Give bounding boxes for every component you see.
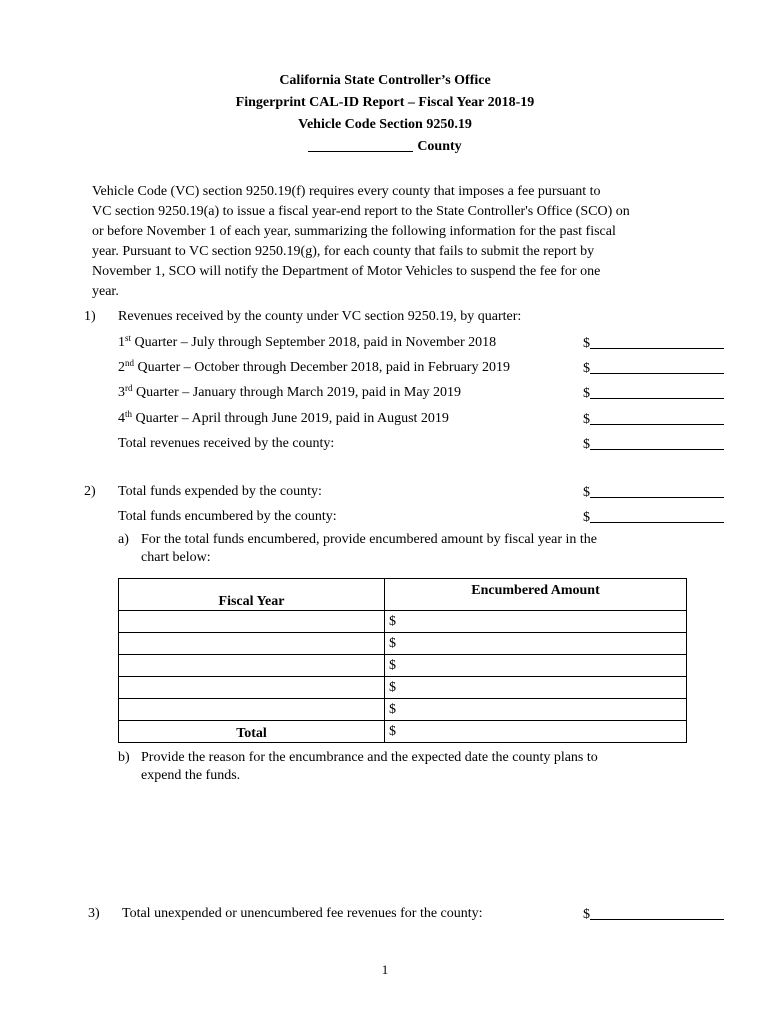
county-line bbox=[0, 136, 770, 158]
table-row bbox=[119, 677, 687, 699]
county-label: County bbox=[417, 139, 462, 154]
total-revenues-field[interactable]: $ bbox=[583, 435, 724, 454]
table-row bbox=[119, 655, 687, 677]
table-header-row bbox=[119, 579, 687, 611]
amount-cell[interactable]: $ bbox=[385, 611, 687, 633]
amount-cell[interactable]: $ bbox=[385, 699, 687, 721]
fiscal-year-cell[interactable] bbox=[119, 633, 385, 655]
item-a-marker: a) bbox=[118, 532, 129, 547]
report-title: Fingerprint CAL-ID Report – Fiscal Year 2018-19 bbox=[235, 95, 535, 110]
intro-line: year. Pursuant to VC section 9250.19(g), for each county that fails to submit the report by bbox=[92, 244, 595, 259]
total-label-cell: Total bbox=[119, 721, 385, 743]
quarter-4-label: 4th Quarter – April through June 2019, paid in August 2019 bbox=[118, 409, 449, 426]
amount-cell[interactable]: $ bbox=[385, 677, 687, 699]
funds-encumbered-label: Total funds encumbered by the county: bbox=[118, 509, 337, 524]
quarter-2-label: 2nd Quarter – October through December 2018, paid in February 2019 bbox=[118, 358, 510, 375]
amount-cell[interactable]: $ bbox=[385, 655, 687, 677]
item-a-text: For the total funds encumbered, provide encumbered amount by fiscal year in the bbox=[141, 532, 598, 547]
quarter-1-label: 1st Quarter – July through September 2018, paid in November 2018 bbox=[118, 333, 497, 350]
item-a-text-cont: chart below: bbox=[141, 550, 211, 565]
col-fiscal-year: Fiscal Year bbox=[119, 579, 385, 611]
quarter-3-label: 3rd Quarter – January through March 2019, paid in May 2019 bbox=[118, 383, 462, 400]
office-title: California State Controller’s Office bbox=[279, 73, 491, 88]
county-name-field[interactable] bbox=[308, 137, 413, 152]
col-encumbered-amount: Encumbered Amount bbox=[385, 579, 687, 611]
section-title: Vehicle Code Section 9250.19 bbox=[298, 117, 472, 132]
encumbered-amount-table bbox=[118, 578, 687, 743]
fiscal-year-cell[interactable] bbox=[119, 677, 385, 699]
fiscal-year-cell[interactable] bbox=[119, 699, 385, 721]
quarter-1-amount-field[interactable]: $ bbox=[583, 334, 724, 353]
intro-line: VC section 9250.19(a) to issue a fiscal year-end report to the State Controller's Office (SCO) on bbox=[92, 204, 630, 219]
quarter-4-amount-field[interactable]: $ bbox=[583, 410, 724, 429]
table-row bbox=[119, 611, 687, 633]
total-amount-cell[interactable]: $ bbox=[385, 721, 687, 743]
fiscal-year-cell[interactable] bbox=[119, 611, 385, 633]
item-b-text-cont: expend the funds. bbox=[141, 768, 241, 783]
quarter-2-amount-field[interactable]: $ bbox=[583, 359, 724, 378]
amount-cell[interactable]: $ bbox=[385, 633, 687, 655]
item-b-text: Provide the reason for the encumbrance and the expected date the county plans to bbox=[141, 750, 598, 765]
table-row bbox=[119, 699, 687, 721]
section-3-number: 3) bbox=[88, 906, 100, 921]
item-b-marker: b) bbox=[118, 750, 130, 765]
intro-line: year. bbox=[92, 284, 119, 299]
intro-line: or before November 1 of each year, summarizing the following information for the past fiscal bbox=[92, 224, 616, 239]
section-2-number: 2) bbox=[84, 484, 96, 499]
intro-line: Vehicle Code (VC) section 9250.19(f) requires every county that imposes a fee pursuant to bbox=[92, 184, 601, 199]
funds-expended-field[interactable]: $ bbox=[583, 483, 724, 502]
report-header bbox=[0, 70, 770, 158]
section-1-number: 1) bbox=[84, 309, 96, 324]
unexpended-revenues-field[interactable]: $ bbox=[583, 905, 724, 924]
total-revenues-label: Total revenues received by the county: bbox=[118, 436, 335, 451]
page-number: 1 bbox=[381, 962, 389, 977]
intro-line: November 1, SCO will notify the Department of Motor Vehicles to suspend the fee for one bbox=[92, 264, 601, 279]
table-total-row bbox=[119, 721, 687, 743]
fiscal-year-cell[interactable] bbox=[119, 655, 385, 677]
table-row bbox=[119, 633, 687, 655]
quarter-3-amount-field[interactable]: $ bbox=[583, 384, 724, 403]
intro-paragraph bbox=[92, 182, 672, 302]
funds-encumbered-field[interactable]: $ bbox=[583, 508, 724, 527]
section-1-heading: Revenues received by the county under VC section 9250.19, by quarter: bbox=[118, 309, 522, 324]
unexpended-revenues-label: Total unexpended or unencumbered fee revenues for the county: bbox=[122, 906, 483, 921]
funds-expended-label: Total funds expended by the county: bbox=[118, 484, 322, 499]
